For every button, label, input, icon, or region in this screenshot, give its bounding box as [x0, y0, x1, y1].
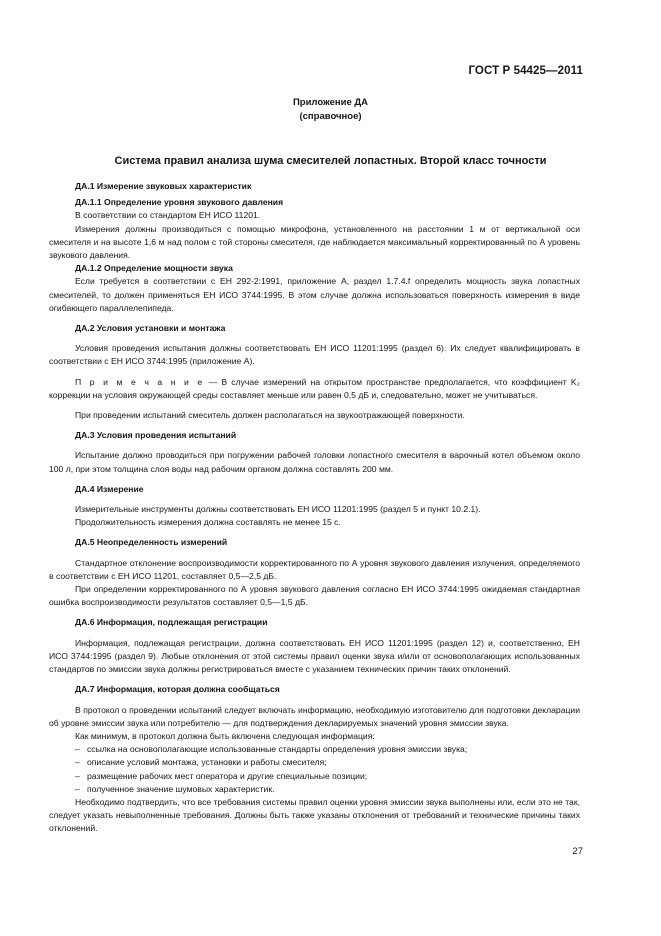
list-item: – ссылка на основополагающие использованные стандарты определения уровня эмиссии звука;: [75, 744, 468, 755]
paragraph: Необходимо подтвердить, что все требования системы правил оценки уровня эмиссии звука выполнены или, если это не так, следует указать невыполненные требования. Должны быть также указаны отклонения от требований и технические причины таких отклонений.: [49, 796, 580, 834]
standard-designation: ГОСТ Р 54425—2011: [468, 65, 583, 77]
paragraph: Стандартное отклонение воспроизводимости корректированного по А уровня звукового давления излучения, определяемого в соответствии с ЕН ИСО 11201, составляет 0,5—2,5 дБ.: [49, 557, 580, 581]
paragraph: Если требуется в соответствии с ЕН 292-2:1991, приложение А, раздел 1.7.4.f определить мощность звука лопастных смесителей, то должен применяться ЕН ИСО 3744:1995. В этом случае должна использоваться поверхность измерения в виде огибающего параллелепипеда.: [49, 276, 580, 313]
paragraph: Информация, подлежащая регистрации, должна соответствовать ЕН ИСО 11201:1995 (раздел 12) и, соответственно, ЕН ИСО 3744:1995 (раздел 9). Любые отклонения от этой системы правил оценки звука и/или от основополагающих использованных стандартов по эмиссии звука должны регистрироваться вместе с указанием технических причин таких отклонений.: [49, 637, 580, 675]
annex-subtitle: (справочное): [299, 111, 362, 122]
section-heading-da1: ДА.1 Измерение звуковых характеристик: [75, 181, 252, 191]
note: [49, 376, 580, 402]
section-heading-da12: ДА.1.2 Определение мощности звука: [75, 263, 233, 274]
section-heading-da3: ДА.3 Условия проведения испытаний: [75, 430, 237, 441]
section-heading-da4: ДА.4 Измерение: [75, 483, 144, 494]
list-item: – полученное значение шумовых характеристик.: [75, 783, 275, 794]
paragraph: Условия проведения испытания должны соответствовать ЕН ИСО 11201:1995 (раздел 6). Их следует квалифицировать в соответствии с ЕН ИСО 3744:1995 (приложение А).: [49, 343, 580, 367]
note-label: П р и м е ч а н и е: [75, 376, 205, 387]
paragraph: Измерения должны производиться с помощью микрофона, установленного на расстоянии 1 м от вертикальной оси смесителя и на высоте 1,6 м над полом с той стороны смесителя, где наблюдается максимальный корректированный по А уровень звукового давления.: [49, 223, 580, 261]
paragraph: Измерительные инструменты должны соответствовать ЕН ИСО 11201:1995 (раздел 5 и пункт 10.2.1).: [75, 504, 481, 515]
paragraph: В протокол о проведении испытаний следует включать информацию, необходимую изготовителю для подготовки декларации об уровне эмиссии звука или потребителю — для подтверждения декларируемых значений уровня эмиссии звука.: [49, 704, 580, 728]
section-heading-da5: ДА.5 Неопределенность измерений: [75, 537, 228, 548]
annex-header: [0, 96, 661, 124]
page-number: 27: [572, 846, 583, 857]
section-heading-da11: ДА.1.1 Определение уровня звукового давления: [75, 197, 284, 208]
note-text: — В случае измерений на открытом пространстве предполагается, что коэффициент K₂ коррекции на условия окружающей среды составляет меньше или равен 0,5 дБ и, следовательно, может не учитываться.: [49, 376, 580, 400]
list-item: – размещение рабочих мест оператора и другие специальные позиции;: [75, 770, 368, 781]
paragraph: При проведении испытаний смеситель должен располагаться на звукоотражающей поверхности.: [75, 410, 465, 421]
paragraph: При определении корректированного по А уровня звукового давления согласно ЕН ИСО 3744:1995 ожидаемая стандартная ошибка воспроизводимости результатов составляет 0,5—1,5 дБ.: [49, 584, 580, 608]
paragraph: Продолжительность измерения должна составлять не менее 15 с.: [75, 517, 341, 528]
document-title: Система правил анализа шума смесителей лопастных. Второй класс точности: [114, 155, 547, 167]
document-body: [49, 180, 580, 836]
paragraph: В соответствии со стандартом ЕН ИСО 11201.: [75, 210, 261, 221]
section-heading-da6: ДА.6 Информация, подлежащая регистрации: [75, 617, 268, 628]
paragraph: Как минимум, в протокол должна быть включена следующая информация:: [75, 730, 375, 741]
section-heading-da7: ДА.7 Информация, которая должна сообщаться: [75, 684, 280, 695]
paragraph: Испытание должно проводиться при погружении рабочей головки лопастного смесителя в варочный котел объемом около 100 л, при этом толщина слоя воды над рабочим органом должна составлять 200 мм.: [49, 450, 580, 474]
section-heading-da2: ДА.2 Условия установки и монтажа: [75, 323, 226, 334]
annex-title: Приложение ДА: [292, 97, 369, 108]
list-item: – описание условий монтажа, установки и работы смесителя;: [75, 757, 327, 768]
